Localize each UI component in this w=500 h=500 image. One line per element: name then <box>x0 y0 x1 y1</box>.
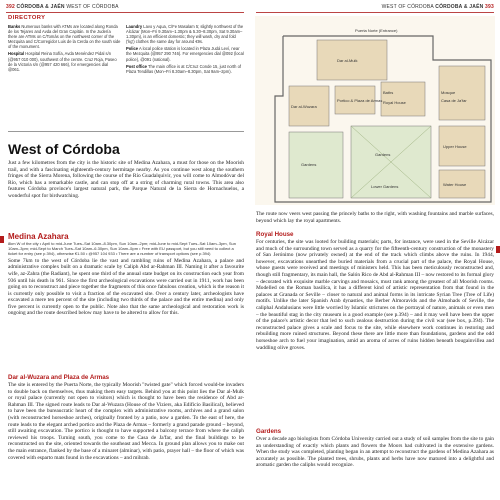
map-label-dar-al-wuzara: Dar al-Wuzara <box>291 104 317 109</box>
directory-entry-banks: Banks Numerous banks with ATMs are located along Ronda de los Tejares and Avda del Gran Capitán. In the Judería there are ATMs on C/Tomás on the northwest corner of the Mezquita and C/Corregidor Luis de la Cerda on the south side of the monument. <box>8 24 121 50</box>
map-label-puerta-norte: Puerta Norte (Entrance) <box>355 28 398 33</box>
medina-body: Some 7km to the west of Córdoba lie the vast and rambling ruins of Medina Azahara, a palace and administrative complex built on a dramatic scale by Caliph Abd ar-Rahman III. Naming it after a favourite wife, az-Zahra (the Radiant), he spent one third of the annual state budget on its construction each year from 936 until his death in 961. Since the first archeological excavations were carried out in 1911, work has been going on to reconstruct and piece together the fragments of this once fabulous creation, which is the reason it is currently only possible to visit a fraction of the excavated site. Over a century later, archeologists have excavated a mere ten percent of the site (including two thirds of the palace and the entire medina) and only five percent is currently open to the public. Note also that the same archeological and restoration work is ongoing and the route described below may have to be altered to allow for this. <box>8 257 244 317</box>
map-label-mosque: Mosque <box>441 90 456 95</box>
royal-heading: Royal House <box>256 231 294 238</box>
chapter-tab-left <box>0 236 4 243</box>
running-head-left-book: CÓRDOBA & JAÉN <box>16 4 65 10</box>
map-label-upper-house: Upper House <box>443 144 467 149</box>
dar-section <box>8 374 244 461</box>
medina-info: 8km W of the city • April to mid-June Tues–Sat 10am–8.30pm, Sun 10am–2pm; mid-June to mid-Sept Tues–Sat 10am–3pm, Sun 10am–3pm; mid-Sept to March Tues–Sat 10am–6.30pm, Sun 10am–5pm • Free with EU passport, but you still need to collect a ticket for entry (see p.394), otherwise €1.50 • @957 104 933 • There are a number of transport options (see p.394) <box>8 241 236 256</box>
running-head-left <box>6 4 119 10</box>
running-head-right-section: WEST OF CÓRDOBA <box>381 4 434 10</box>
directory-column-1 <box>8 24 121 72</box>
directory-divider <box>8 131 244 132</box>
dar-body: The site is entered by the Puerta Norte, the typically Moorish "twisted gate" which forced would-be invaders to double back on themselves, thus making them easy targets. Behind you at this point lies the Dar al-Mulk or royal palace (currently not open to visitors) which is thought to have been the residence of Abd ar-Rahman III. The signed route leads to Dar al-Wuzara (House of the Viziers, aka Edificio Basilical), believed to have been the bureaucratic heart of the complex with administrative rooms, archives and a grand salon (with reconstructed horseshoe arches), originally fronted by a patio, now a garden. To the east of here, the route leads to the elegant arched portico and the Plaza de Armas – formerly a grand parade ground – beyond, still awaiting excavation. The portico is thought to have supported a balcony terrace from where the caliph reviewed his troops. Turning south, you come to the Casa de Ja'far, and the final buildings to be reconstructed on the site, oriented towards the southeast and Mecca. In ground plan allows you to make out the main entrance, flanked by the base of a minaret (alminar), with patio, prayer hall – the floor of which was covered with esparto mats found in the excavations – and mihrab. <box>8 382 244 461</box>
running-head-left-section: WEST OF CÓRDOBA <box>66 4 119 10</box>
directory-entry-hospital: Hospital Hospital Reina Sofía, Avda Menéndez Pidal s/n (@957 010 000), southwest of the centre. Cruz Roja, Paseo de la Victoria s/n (@957 420 666), for emergencies dial @061. <box>8 51 117 72</box>
header-rule-left <box>6 12 244 13</box>
page-number-left: 392 <box>6 4 15 10</box>
directory-entry-police: Police A local police station is located in Plaza Judá Leví, near the Mezquita (@957 290 746). For emergencies dial @092 (local police), @091 (national). <box>126 46 244 62</box>
royal-section <box>256 231 494 351</box>
map-label-gardens-2: Gardens <box>375 152 391 157</box>
route-paragraph: The route now veers west passing the princely baths to the right, with washing fountains and marble surfaces, beyond which lay the royal apartments. <box>256 211 494 224</box>
dar-heading: Dar al-Wuzara and Plaza de Armas <box>8 374 110 381</box>
running-head-right-book: CÓRDOBA & JAÉN <box>435 4 484 10</box>
map-label-royal-house: Royal House <box>383 100 406 105</box>
map-label-casa-jafar: Casa de Ja'far <box>441 98 467 103</box>
royal-body: For centuries, the site was looted for building materials; parts, for instance, were used in the Seville Alcázar and much of the surrounding town served as a quarry for the fifteenth-century construction of the monastery of San Jerónimo (now privately owned) at the end of the track which climbs above the ruins. In 1944, however, excavations unearthed the buried materials from a crucial part of the palace, the Royal House, whose guests were received and meetings of ministers held. This has been meticulously reconstructed and, though still fragmentary, its main hall, the Salón Rico de Abd al-Rahman III – now restored to its formal glory – decorated with exquisite marble carvings and mosaics, must rank among the greatest of all Moorish rooms. Modelled on the Roman basilica, it has a different kind of artistic representation from that found in the palaces at Granada or Seville – closer to natural and animal forms in its intricate Syrian Tree (Tree of Life) motifs. Unlike the later Spanish Arab dynasties, the Berber Almoravids and the Almohads of Seville, the caliphal Andalusians were little worried by Islamic strictures on the portrayal of nature, animals or even men – the beautiful stag in the city museum is a good example (see p.394) – and it may well have been the upper of the palace's artistic decor that led to such zealous destruction during the civil war (see box, p.394). The reconstructed palace gives a scale and focus to the site, while elsewhere work continues in restoring and rebuilding more ruined structures. Beyond these there are little more than foundations, gardens and the odd horseshoe arch to fuel your imagination, amid an aroma of acres of ruins hidden beneath bougainvillea and waddling olive groves. <box>256 239 494 351</box>
section-title: West of Córdoba <box>8 141 120 157</box>
map-label-gardens: Gardens <box>301 162 317 167</box>
medina-section <box>8 232 244 317</box>
running-head-right <box>382 4 494 10</box>
site-map <box>255 16 495 205</box>
map-label-portico: Portico & Plaza de Armas <box>337 98 383 103</box>
map-label-water-house: Water House <box>443 182 467 187</box>
chapter-tab-right <box>496 246 500 253</box>
directory-entry-laundry: Laundry Lavo y Aqua, C/Fe Masalam 5; slightly northwest of the Alcázar (Mon–Fri 9.30am–1.30pm & 5.30–8.30pm, Sat 9.30am–1.30pm), is an efficient domestic; they will wash, dry and fold ('kg') clothes the same day for around €9s. <box>126 24 244 45</box>
directory-heading: DIRECTORY <box>8 15 46 21</box>
gardens-body: Over a decade ago biologists from Córdoba University carried out a study of soil samples from the site to gain an understanding of exactly which plants and flowers the Moors had cultivated in the extensive gardens. When the study was completed, planting began in an attempt to reconstruct the gardens of Medina Azahara as accurately as possible. The planted trees, shrubs, plants and herbs have now matured into a delightful and aromatic garden the caliphs would recognize. <box>256 436 494 469</box>
map-royal-house-block <box>381 82 425 116</box>
map-label-lower-gardens: Lower Gardens <box>371 184 399 189</box>
directory-entry-post-office: Post office The main office is at C/Cruz Conde 15, just north of Plaza Tendillas (Mon–Fri 8.30am–8.30pm, Sat 9am–2pm). <box>126 63 241 74</box>
page-number-right: 393 <box>485 4 494 10</box>
gardens-section <box>256 428 494 469</box>
map-label-baths: Baths <box>383 90 394 95</box>
header-rule-right <box>256 12 494 13</box>
directory-column-2 <box>126 24 244 74</box>
map-label-dar-al-mulk: Dar al-Mulk <box>337 58 358 63</box>
intro-paragraph: Just a few kilometres from the city is the historic site of Medina Azahara, a must for those on the Moorish trail, and with a fascinating eighteenth-century hermitage nearby. As you continue west along the southern fringes of the Sierra Morena, following the course of the Río Guadalquivir, you will come to Almodóvar del Río, which has a remarkable castle, and can stop off at a string of charming rural towns. This area also features Córdoba province's largest natural park, the Parque Natural de la Sierra de Hornachuelos, a wonderful spot for birdwatching. <box>8 160 244 199</box>
medina-heading: Medina Azahara <box>8 232 69 241</box>
gardens-heading: Gardens <box>256 428 282 435</box>
